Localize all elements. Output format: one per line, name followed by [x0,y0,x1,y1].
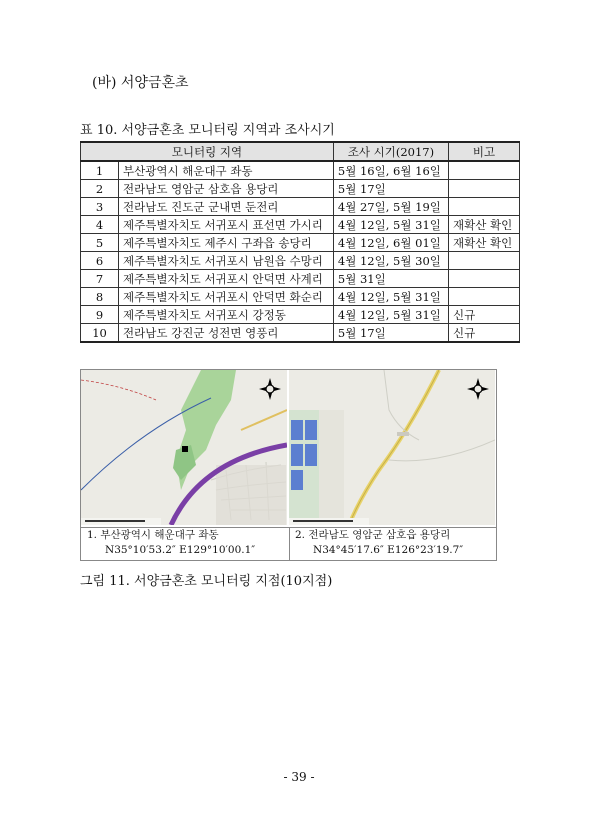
row-area: 제주특별자치도 서귀포시 표선면 가시리 [119,216,334,234]
table-row [81,270,520,288]
table-row [81,180,520,198]
map-figure [80,369,497,561]
row-area: 제주특별자치도 제주시 구좌읍 송당리 [119,234,334,252]
compass-icon [259,378,281,400]
row-number: 9 [81,306,119,324]
row-date: 4월 12일, 5월 31일 [333,288,448,306]
row-area: 전라남도 강진군 성전면 영풍리 [119,324,334,343]
row-note [449,180,520,198]
header-note: 비고 [449,142,520,161]
row-date: 4월 12일, 5월 31일 [333,216,448,234]
row-date: 4월 27일, 5월 19일 [333,198,448,216]
location-marker-icon [182,446,188,452]
row-area: 부산광역시 해운대구 좌동 [119,161,334,180]
row-number: 4 [81,216,119,234]
row-area: 제주특별자치도 서귀포시 남원읍 수망리 [119,252,334,270]
map-caption-label: 1. 부산광역시 해운대구 좌동 [87,529,219,541]
compass-icon [467,378,489,400]
section-heading: (바) 서양금혼초 [92,75,189,91]
figure-caption: 그림 11. 서양금혼초 모니터링 지점(10지점) [80,574,333,589]
table-row [81,252,520,270]
row-area: 제주특별자치도 서귀포시 안덕면 화순리 [119,288,334,306]
table-row [81,324,520,343]
map-caption-busan [81,527,290,560]
table-header-row [81,142,520,161]
row-date: 5월 16일, 6월 16일 [333,161,448,180]
row-date: 5월 17일 [333,180,448,198]
map-caption-yeongam [289,527,497,560]
row-note: 재확산 확인 [449,216,520,234]
row-date: 5월 31일 [333,270,448,288]
row-number: 2 [81,180,119,198]
monitoring-table [80,141,520,343]
row-date: 4월 12일, 6월 01일 [333,234,448,252]
header-area: 모니터링 지역 [81,142,334,161]
table-caption: 표 10. 서양금혼초 모니터링 지역과 조사시기 [80,123,335,138]
row-note [449,270,520,288]
table-row [81,288,520,306]
table-row [81,306,520,324]
row-note: 신규 [449,324,520,343]
row-number: 3 [81,198,119,216]
row-note [449,198,520,216]
table-row [81,198,520,216]
table-row [81,216,520,234]
row-number: 10 [81,324,119,343]
map-yeongam [289,370,495,525]
page-number: - 39 - [283,770,315,784]
row-date: 4월 12일, 5월 30일 [333,252,448,270]
map-coordinates: N35°10′53.2″ E129°10′00.1″ [105,544,256,556]
row-note: 재확산 확인 [449,234,520,252]
row-number: 1 [81,161,119,180]
row-area: 제주특별자치도 서귀포시 강정동 [119,306,334,324]
map-caption-label: 2. 전라남도 영암군 삼호읍 용당리 [295,529,451,541]
table-row [81,234,520,252]
row-number: 7 [81,270,119,288]
row-area: 제주특별자치도 서귀포시 안덕면 사계리 [119,270,334,288]
map-coordinates: N34°45′17.6″ E126°23′19.7″ [313,544,464,556]
row-note [449,252,520,270]
row-number: 6 [81,252,119,270]
row-area: 전라남도 영암군 삼호읍 용당리 [119,180,334,198]
row-area: 전라남도 진도군 군내면 둔전리 [119,198,334,216]
row-note [449,161,520,180]
row-number: 8 [81,288,119,306]
row-date: 5월 17일 [333,324,448,343]
header-date: 조사 시기(2017) [333,142,448,161]
table-row [81,161,520,180]
row-number: 5 [81,234,119,252]
row-date: 4월 12일, 5월 31일 [333,306,448,324]
row-note: 신규 [449,306,520,324]
row-note [449,288,520,306]
